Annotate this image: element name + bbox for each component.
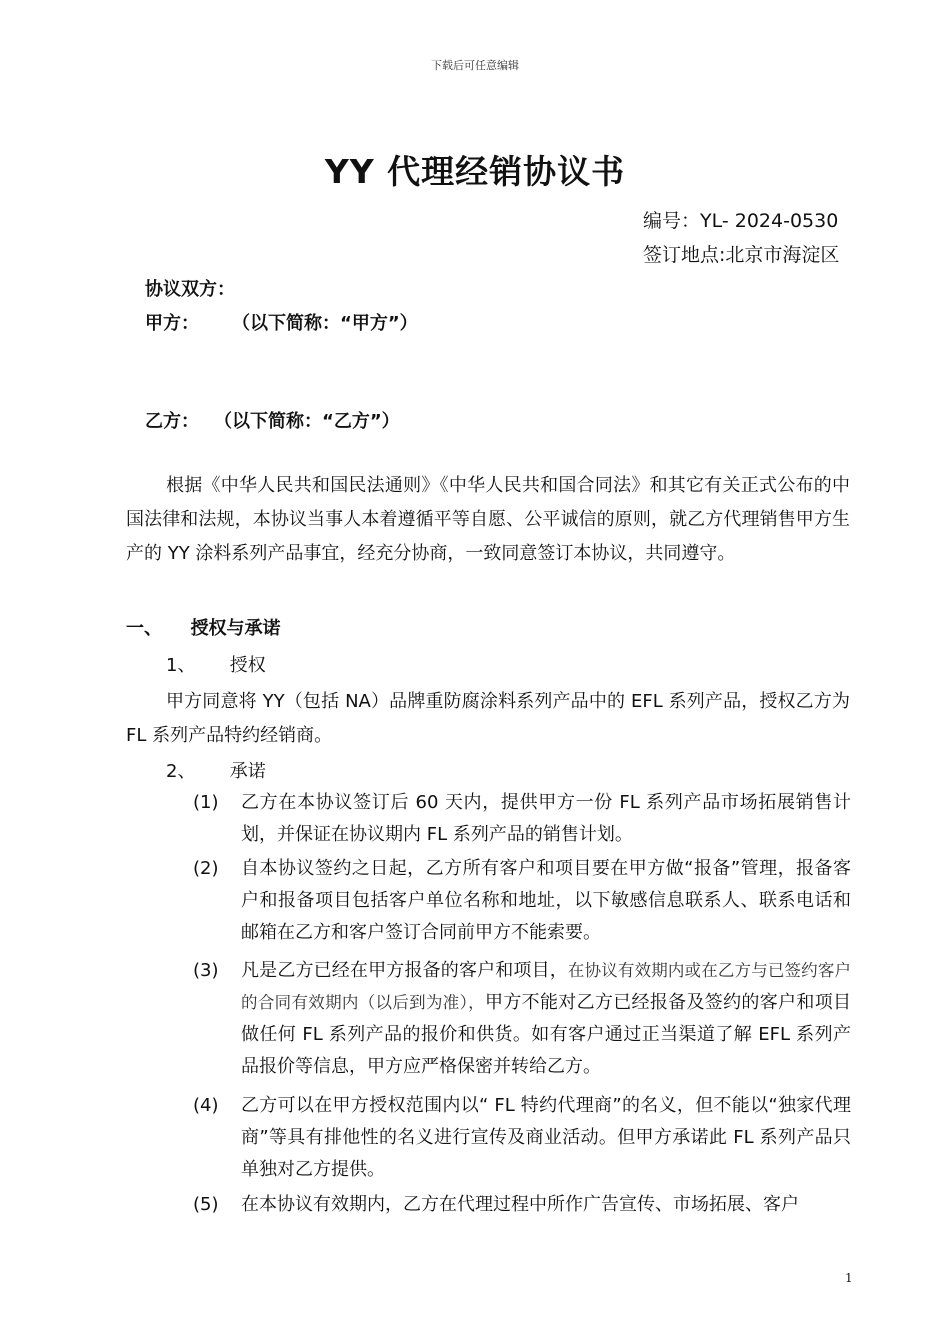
subsection-2-title: 承诺: [229, 761, 266, 782]
commitment-item: [193, 1090, 851, 1186]
subsection-2-heading: [166, 757, 266, 783]
commitment-item-text: 自本协议签约之日起，乙方所有客户和项目要在甲方做“报备”管理，报备客户和报备项目包括客户单位名称和地址，以下敏感信息联系人、联系电话和邮箱在乙方和客户签订合同前甲方不能索要。: [241, 858, 851, 943]
commitment-text-part-c: 甲方不能对乙方已经报备及签约的客户和项目做任何 FL 系列产品的报价和供货。如有客户通过正当渠道了解 EFL 系列产品报价等信息，甲方应严格保密并转给乙方。: [241, 992, 852, 1077]
commitment-item-text: 乙方可以在甲方授权范围内以“ FL 特约代理商”的名义，但不能以“独家代理商”等具有排他性的名义进行宣传及商业活动。但甲方承诺此 FL 系列产品只单独对乙方提供。: [241, 1095, 851, 1180]
subsection-2-number: 2、: [166, 761, 196, 782]
commitment-item-number: (5): [193, 1194, 219, 1215]
page-number: 1: [845, 1271, 853, 1285]
commitment-item: [193, 787, 851, 851]
contract-number: 编号：YL- 2024-0530: [643, 210, 839, 232]
signing-place: 签订地点:北京市海淀区: [643, 244, 840, 266]
document-title: YY 代理经销协议书: [324, 152, 626, 191]
section-1-title: 授权与承诺: [190, 618, 281, 639]
party-a-label: 甲方：: [145, 313, 199, 334]
section-1-number: 一、: [126, 618, 162, 639]
commitment-item-number: (4): [193, 1095, 219, 1116]
parties-heading: 协议双方：: [145, 279, 235, 300]
commitment-text-part-a: 凡是乙方已经在甲方报备的客户和项目，: [241, 960, 568, 981]
commitment-text-part-b: 在协议有效期内或在乙方与已签约客户的合同有效期内（以后到为准），: [241, 961, 852, 1012]
commitment-item-text: [241, 955, 851, 1083]
commitment-item-text: 在本协议有效期内，乙方在代理过程中所作广告宣传、市场拓展、客户: [241, 1194, 799, 1215]
authorization-paragraph: 甲方同意将 YY（包括 NA）品牌重防腐涂料系列产品中的 EFL 系列产品，授权乙方为 FL 系列产品特约经销商。: [126, 691, 850, 746]
subsection-1-heading: [166, 651, 266, 677]
subsection-1-title: 授权: [229, 655, 266, 676]
commitment-item-number: (3): [193, 960, 219, 981]
party-b-label: 乙方：: [145, 411, 199, 432]
commitment-item: [193, 1189, 851, 1221]
commitment-item: [193, 955, 851, 1083]
party-b-alias: （以下简称：“乙方”）: [214, 411, 400, 432]
commitment-item: [193, 853, 851, 949]
intro-paragraph: 根据《中华人民共和国民法通则》《中华人民共和国合同法》和其它有关正式公布的中国法律和法规，本协议当事人本着遵循平等自愿、公平诚信的原则，就乙方代理销售甲方生产的 YY 涂料系列产品事宜，经充分协商，一致同意签订本协议，共同遵守。: [126, 475, 850, 564]
section-1-heading: [126, 614, 281, 640]
commitment-item-text: 乙方在本协议签订后 60 天内，提供甲方一份 FL 系列产品市场拓展销售计划，并保证在协议期内 FL 系列产品的销售计划。: [241, 792, 851, 845]
subsection-1-number: 1、: [166, 655, 196, 676]
commitment-item-number: (1): [193, 792, 219, 813]
commitment-item-number: (2): [193, 858, 219, 879]
party-a-alias: （以下简称：“甲方”）: [232, 313, 418, 334]
header-note: 下载后可任意编辑: [431, 59, 519, 72]
